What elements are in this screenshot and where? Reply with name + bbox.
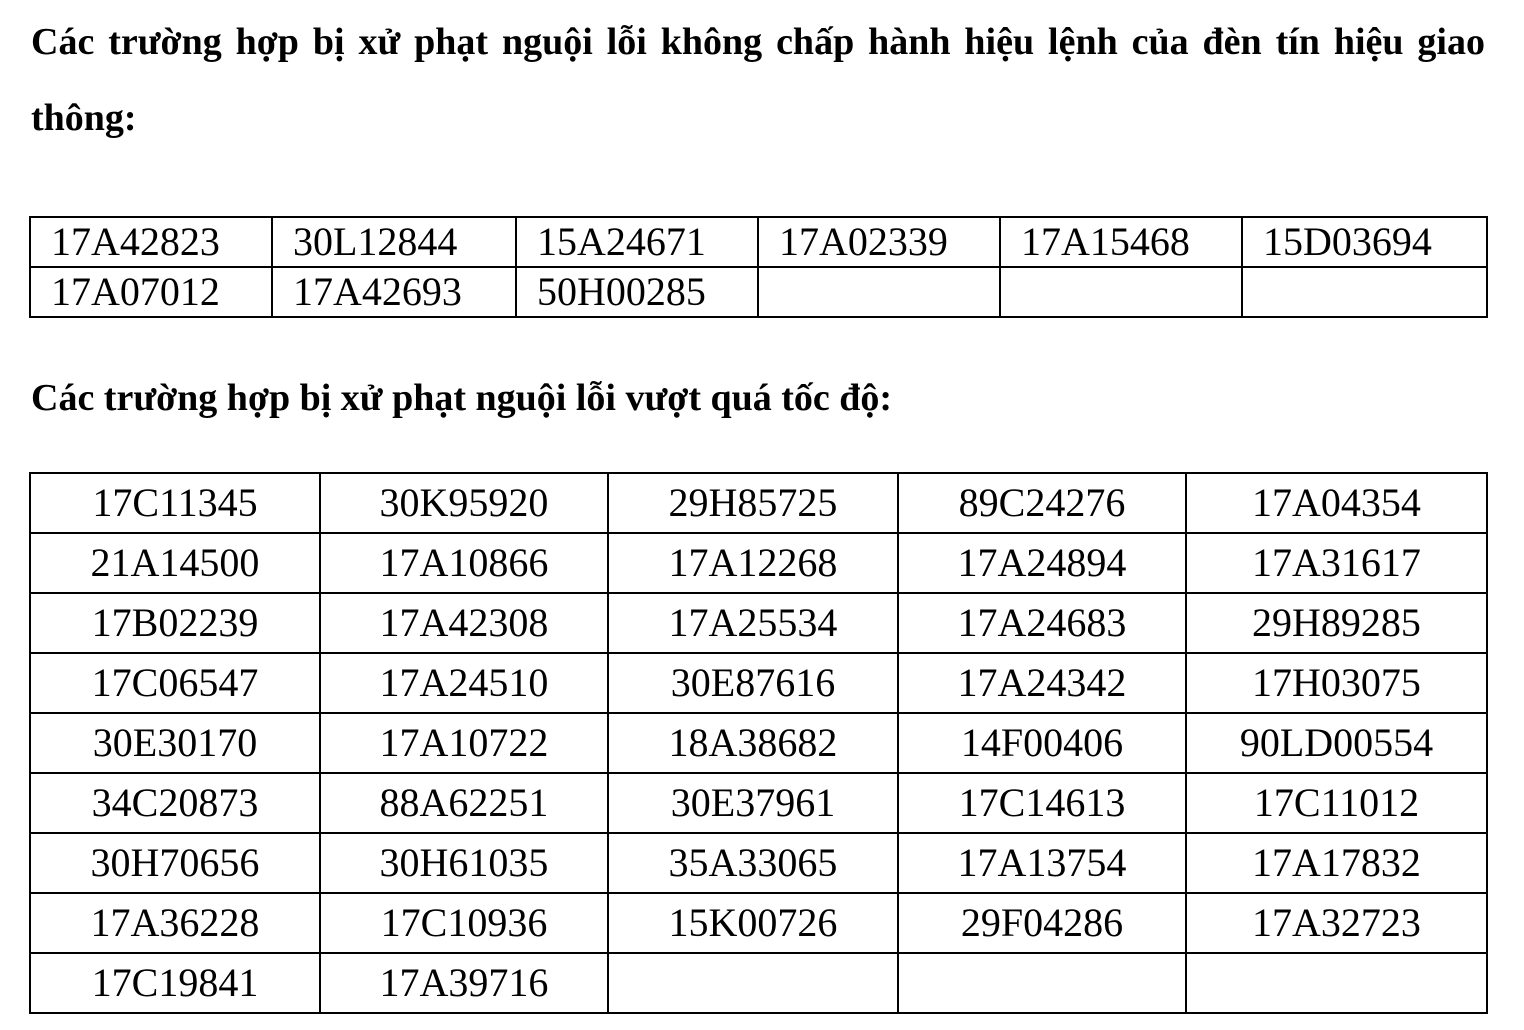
plate-cell: 50H00285 — [516, 267, 758, 317]
table-row — [30, 953, 1487, 1013]
plate-cell: 17A12268 — [608, 533, 898, 593]
plate-cell: 17H03075 — [1186, 653, 1487, 713]
plate-cell: 17A39716 — [320, 953, 608, 1013]
plate-cell — [1000, 267, 1242, 317]
plate-cell: 17C06547 — [30, 653, 320, 713]
plate-cell: 17A24683 — [898, 593, 1186, 653]
plate-cell: 17C11012 — [1186, 773, 1487, 833]
table-row — [30, 653, 1487, 713]
plate-cell: 17A13754 — [898, 833, 1186, 893]
table-row — [30, 473, 1487, 533]
plate-cell: 17B02239 — [30, 593, 320, 653]
plate-cell: 21A14500 — [30, 533, 320, 593]
plate-cell: 34C20873 — [30, 773, 320, 833]
plate-cell — [758, 267, 1000, 317]
plate-cell: 17A36228 — [30, 893, 320, 953]
red-light-plates-table — [29, 216, 1488, 318]
plate-cell: 17A04354 — [1186, 473, 1487, 533]
plate-cell: 17A07012 — [30, 267, 272, 317]
plate-cell: 17A10866 — [320, 533, 608, 593]
plate-cell: 17C14613 — [898, 773, 1186, 833]
plate-cell — [1186, 953, 1487, 1013]
plate-cell — [1242, 267, 1487, 317]
plate-cell: 15K00726 — [608, 893, 898, 953]
plate-cell: 17A42693 — [272, 267, 516, 317]
table-row — [30, 533, 1487, 593]
plate-cell: 18A38682 — [608, 713, 898, 773]
plate-cell: 17A24510 — [320, 653, 608, 713]
plate-cell: 17C10936 — [320, 893, 608, 953]
plate-cell: 17A02339 — [758, 217, 1000, 267]
table-row — [30, 833, 1487, 893]
plate-cell: 14F00406 — [898, 713, 1186, 773]
plate-cell: 17A24894 — [898, 533, 1186, 593]
heading-speeding-violations: Các trường hợp bị xử phạt nguội lỗi vượt quá tốc độ: — [31, 377, 893, 419]
plate-cell: 30E30170 — [30, 713, 320, 773]
plate-cell: 30L12844 — [272, 217, 516, 267]
plate-cell: 30K95920 — [320, 473, 608, 533]
plate-cell: 17A42308 — [320, 593, 608, 653]
plate-cell: 30H70656 — [30, 833, 320, 893]
plate-cell: 29H85725 — [608, 473, 898, 533]
plate-cell: 29H89285 — [1186, 593, 1487, 653]
plate-cell: 35A33065 — [608, 833, 898, 893]
table-row — [30, 267, 1487, 317]
plate-cell: 90LD00554 — [1186, 713, 1487, 773]
plate-cell: 17C11345 — [30, 473, 320, 533]
plate-cell: 89C24276 — [898, 473, 1186, 533]
table-row — [30, 593, 1487, 653]
plate-cell: 17A25534 — [608, 593, 898, 653]
plate-cell: 17A42823 — [30, 217, 272, 267]
table-row — [30, 217, 1487, 267]
table-row — [30, 893, 1487, 953]
plate-cell: 30E37961 — [608, 773, 898, 833]
plate-cell: 17A15468 — [1000, 217, 1242, 267]
plate-cell: 17A10722 — [320, 713, 608, 773]
plate-cell — [898, 953, 1186, 1013]
plate-cell: 17A32723 — [1186, 893, 1487, 953]
plate-cell: 30H61035 — [320, 833, 608, 893]
plate-cell: 15A24671 — [516, 217, 758, 267]
plate-cell: 30E87616 — [608, 653, 898, 713]
table-row — [30, 713, 1487, 773]
plate-cell: 15D03694 — [1242, 217, 1487, 267]
plate-cell: 17A17832 — [1186, 833, 1487, 893]
speeding-plates-table — [29, 472, 1488, 1014]
plate-cell: 17C19841 — [30, 953, 320, 1013]
plate-cell: 17A24342 — [898, 653, 1186, 713]
heading-red-light-violations: Các trường hợp bị xử phạt nguội lỗi không chấp hành hiệu lệnh của đèn tín hiệu giao thông: — [31, 21, 1485, 139]
plate-cell: 29F04286 — [898, 893, 1186, 953]
table-row — [30, 773, 1487, 833]
plate-cell: 17A31617 — [1186, 533, 1487, 593]
plate-cell — [608, 953, 898, 1013]
plate-cell: 88A62251 — [320, 773, 608, 833]
